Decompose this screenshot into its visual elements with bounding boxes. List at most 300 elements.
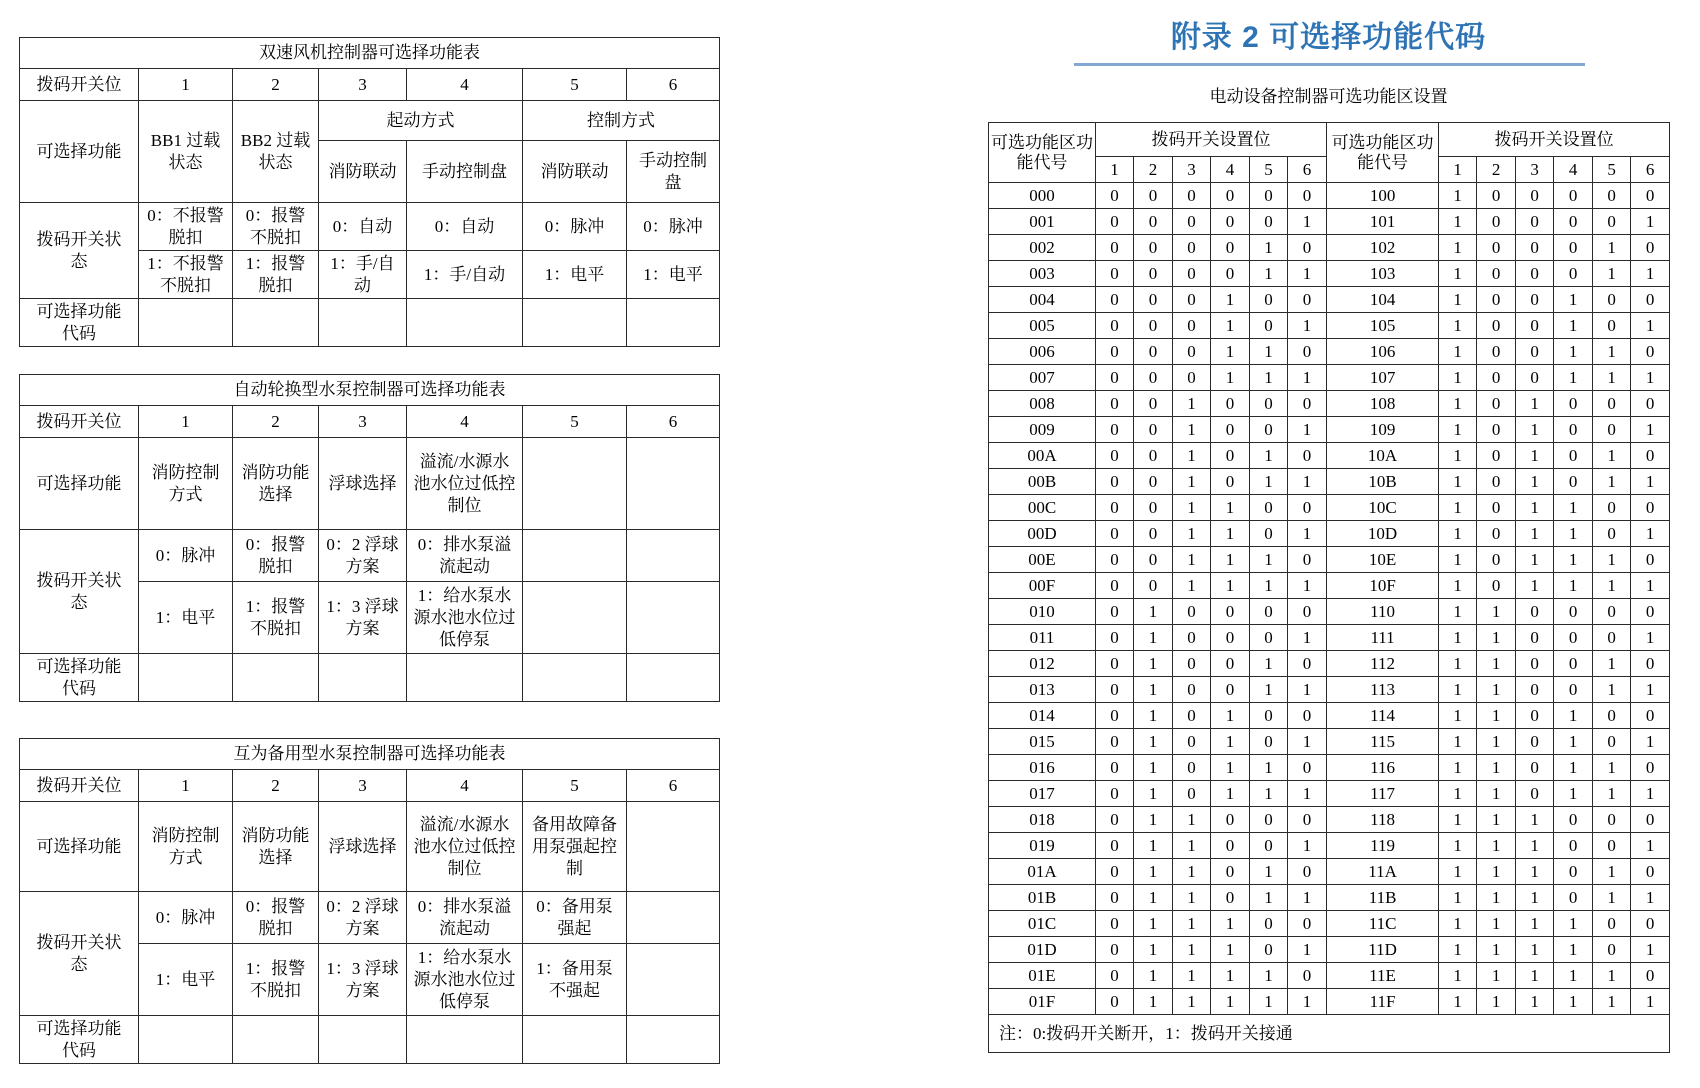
bit-cell: 1 xyxy=(1439,911,1477,937)
code-cell: 019 xyxy=(989,833,1096,859)
bit-cell: 0 xyxy=(1477,417,1516,443)
bit-cell: 0 xyxy=(1593,521,1631,547)
bit-cell: 1 xyxy=(1288,469,1327,495)
bit-cell: 0 xyxy=(1288,911,1327,937)
bit-cell: 1 xyxy=(1593,365,1631,391)
switch-position-row xyxy=(20,406,720,438)
bit-cell: 1 xyxy=(1173,885,1211,911)
bit-cell: 0 xyxy=(1096,833,1134,859)
bit-cell: 0 xyxy=(1516,209,1554,235)
bit-cell: 1 xyxy=(1250,677,1288,703)
bit-cell: 0 xyxy=(1631,599,1670,625)
code-column-header: 可选功能区功能代号 xyxy=(1327,123,1439,183)
bit-cell: 1 xyxy=(1134,755,1173,781)
function-cell: 消防联动 xyxy=(319,141,407,203)
code-cell: 01D xyxy=(989,937,1096,963)
row-label: 拨码开关位 xyxy=(20,770,139,802)
bit-cell: 1 xyxy=(1173,859,1211,885)
bit-cell: 1 xyxy=(1288,365,1327,391)
state-cell: 1：报警不脱扣 xyxy=(233,582,319,654)
switch-position-header: 6 xyxy=(1631,157,1670,183)
bit-cell: 1 xyxy=(1134,937,1173,963)
code-cell: 106 xyxy=(1327,339,1439,365)
function-group-row xyxy=(20,101,720,141)
state-cell: 0：脉冲 xyxy=(139,892,233,944)
function-cell xyxy=(627,438,720,530)
bit-cell: 1 xyxy=(1439,495,1477,521)
bit-cell: 0 xyxy=(1211,209,1250,235)
code-row xyxy=(989,209,1670,235)
code-row xyxy=(20,1016,720,1064)
bit-cell: 0 xyxy=(1096,209,1134,235)
empty-cell xyxy=(627,299,720,347)
empty-cell xyxy=(139,654,233,702)
bit-cell: 0 xyxy=(1250,391,1288,417)
code-cell: 00A xyxy=(989,443,1096,469)
code-row xyxy=(989,599,1670,625)
bit-cell: 1 xyxy=(1250,963,1288,989)
bit-cell: 1 xyxy=(1173,495,1211,521)
bit-cell: 1 xyxy=(1439,885,1477,911)
code-cell: 000 xyxy=(989,183,1096,209)
code-cell: 101 xyxy=(1327,209,1439,235)
bit-cell: 0 xyxy=(1593,729,1631,755)
bit-cell: 1 xyxy=(1288,417,1327,443)
code-cell: 012 xyxy=(989,651,1096,677)
bit-cell: 1 xyxy=(1516,937,1554,963)
function-cell: 备用故障备用泵强起控制 xyxy=(523,802,627,892)
bit-cell: 0 xyxy=(1554,209,1593,235)
bit-cell: 0 xyxy=(1516,365,1554,391)
position-cell: 5 xyxy=(523,69,627,101)
bit-cell: 1 xyxy=(1554,781,1593,807)
bit-cell: 1 xyxy=(1211,729,1250,755)
code-row xyxy=(989,287,1670,313)
bit-cell: 1 xyxy=(1631,313,1670,339)
switch-position-row xyxy=(20,69,720,101)
state-cell: 1：报警不脱扣 xyxy=(233,944,319,1016)
bit-cell: 0 xyxy=(1173,313,1211,339)
bit-cell: 0 xyxy=(1631,495,1670,521)
empty-cell xyxy=(627,654,720,702)
bit-cell: 1 xyxy=(1439,781,1477,807)
code-cell: 015 xyxy=(989,729,1096,755)
row-label: 拨码开关位 xyxy=(20,69,139,101)
function-cell: 浮球选择 xyxy=(319,802,407,892)
function-cell: 手动控制盘 xyxy=(627,141,720,203)
bit-cell: 0 xyxy=(1134,547,1173,573)
code-cell: 109 xyxy=(1327,417,1439,443)
bit-cell: 1 xyxy=(1554,547,1593,573)
bit-cell: 1 xyxy=(1211,339,1250,365)
bit-cell: 1 xyxy=(1134,911,1173,937)
bit-cell: 0 xyxy=(1516,755,1554,781)
bit-cell: 0 xyxy=(1211,651,1250,677)
switch-group-header: 拨码开关设置位 xyxy=(1096,123,1327,157)
bit-cell: 0 xyxy=(1096,807,1134,833)
code-row xyxy=(989,547,1670,573)
state-cell: 0：排水泵溢流起动 xyxy=(407,530,523,582)
state-cell: 1：给水泵水源水池水位过低停泵 xyxy=(407,944,523,1016)
bit-cell: 0 xyxy=(1593,391,1631,417)
code-cell: 006 xyxy=(989,339,1096,365)
bit-cell: 1 xyxy=(1516,833,1554,859)
bit-cell: 1 xyxy=(1211,963,1250,989)
bit-cell: 0 xyxy=(1593,833,1631,859)
code-cell: 016 xyxy=(989,755,1096,781)
bit-cell: 1 xyxy=(1250,547,1288,573)
bit-cell: 1 xyxy=(1250,573,1288,599)
bit-cell: 0 xyxy=(1593,417,1631,443)
bit-cell: 0 xyxy=(1173,729,1211,755)
bit-cell: 1 xyxy=(1288,677,1327,703)
code-cell: 01F xyxy=(989,989,1096,1015)
bit-cell: 0 xyxy=(1631,235,1670,261)
code-column-header: 可选功能区功能代号 xyxy=(989,123,1096,183)
bit-cell: 1 xyxy=(1211,521,1250,547)
code-cell: 110 xyxy=(1327,599,1439,625)
position-cell: 4 xyxy=(407,406,523,438)
bit-cell: 1 xyxy=(1554,989,1593,1015)
bit-cell: 1 xyxy=(1593,235,1631,261)
bit-cell: 0 xyxy=(1250,937,1288,963)
code-cell: 011 xyxy=(989,625,1096,651)
bit-cell: 0 xyxy=(1250,729,1288,755)
function-codes-table xyxy=(988,122,1670,1053)
bit-cell: 0 xyxy=(1250,209,1288,235)
bit-cell: 0 xyxy=(1096,989,1134,1015)
bit-cell: 0 xyxy=(1250,313,1288,339)
bit-cell: 0 xyxy=(1477,547,1516,573)
bit-cell: 0 xyxy=(1096,963,1134,989)
appendix-title: 附录 2 可选择功能代码 xyxy=(1170,21,1487,54)
bit-cell: 0 xyxy=(1134,235,1173,261)
code-cell: 117 xyxy=(1327,781,1439,807)
bit-cell: 1 xyxy=(1211,495,1250,521)
code-row xyxy=(989,417,1670,443)
bit-cell: 0 xyxy=(1593,599,1631,625)
bit-cell: 1 xyxy=(1631,781,1670,807)
bit-cell: 1 xyxy=(1134,885,1173,911)
bit-cell: 0 xyxy=(1173,365,1211,391)
bit-cell: 0 xyxy=(1096,859,1134,885)
code-row xyxy=(989,859,1670,885)
position-cell: 6 xyxy=(627,69,720,101)
bit-cell: 1 xyxy=(1554,937,1593,963)
bit-cell: 1 xyxy=(1516,547,1554,573)
bit-cell: 0 xyxy=(1477,287,1516,313)
switch-group-header: 拨码开关设置位 xyxy=(1439,123,1670,157)
bit-cell: 1 xyxy=(1593,755,1631,781)
switch-position-header: 2 xyxy=(1477,157,1516,183)
code-row xyxy=(989,365,1670,391)
switch-position-header: 1 xyxy=(1096,157,1134,183)
bit-cell: 0 xyxy=(1554,235,1593,261)
bit-cell: 0 xyxy=(1593,937,1631,963)
function-cell: BB1 过载状态 xyxy=(139,101,233,203)
bit-cell: 1 xyxy=(1516,911,1554,937)
bit-cell: 1 xyxy=(1439,989,1477,1015)
code-cell: 002 xyxy=(989,235,1096,261)
bit-cell: 1 xyxy=(1439,677,1477,703)
switch-position-header: 1 xyxy=(1439,157,1477,183)
bit-cell: 0 xyxy=(1554,183,1593,209)
switch-position-header: 3 xyxy=(1516,157,1554,183)
bit-cell: 0 xyxy=(1096,755,1134,781)
bit-cell: 1 xyxy=(1173,807,1211,833)
bit-cell: 0 xyxy=(1288,547,1327,573)
empty-cell xyxy=(319,654,407,702)
bit-cell: 0 xyxy=(1211,391,1250,417)
bit-cell: 0 xyxy=(1477,339,1516,365)
bit-cell: 1 xyxy=(1134,625,1173,651)
switch-position-row xyxy=(20,770,720,802)
switch-position-header: 2 xyxy=(1134,157,1173,183)
bit-cell: 1 xyxy=(1593,859,1631,885)
bit-cell: 0 xyxy=(1288,391,1327,417)
bit-cell: 0 xyxy=(1211,859,1250,885)
bit-cell: 0 xyxy=(1631,807,1670,833)
bit-cell: 0 xyxy=(1631,443,1670,469)
state-cell xyxy=(523,582,627,654)
function-cell: 消防控制方式 xyxy=(139,438,233,530)
bit-cell: 0 xyxy=(1173,651,1211,677)
state-cell: 1：手/自动 xyxy=(407,251,523,299)
state-cell: 0：自动 xyxy=(407,203,523,251)
bit-cell: 0 xyxy=(1477,365,1516,391)
code-cell: 102 xyxy=(1327,235,1439,261)
position-cell: 2 xyxy=(233,406,319,438)
bit-cell: 1 xyxy=(1439,625,1477,651)
table-title: 自动轮换型水泵控制器可选择功能表 xyxy=(20,375,720,406)
bit-cell: 0 xyxy=(1250,521,1288,547)
bit-cell: 0 xyxy=(1134,287,1173,313)
bit-cell: 1 xyxy=(1593,261,1631,287)
bit-cell: 1 xyxy=(1631,677,1670,703)
state-cell: 1：电平 xyxy=(139,944,233,1016)
code-cell: 112 xyxy=(1327,651,1439,677)
state-cell: 0：自动 xyxy=(319,203,407,251)
bit-cell: 1 xyxy=(1439,469,1477,495)
empty-cell xyxy=(523,1016,627,1064)
bit-cell: 0 xyxy=(1096,469,1134,495)
bit-cell: 0 xyxy=(1631,183,1670,209)
bit-cell: 0 xyxy=(1593,807,1631,833)
bit-cell: 0 xyxy=(1096,677,1134,703)
empty-cell xyxy=(319,299,407,347)
bit-cell: 1 xyxy=(1439,937,1477,963)
bit-cell: 0 xyxy=(1631,755,1670,781)
switch-position-header: 4 xyxy=(1554,157,1593,183)
bit-cell: 1 xyxy=(1288,521,1327,547)
position-cell: 3 xyxy=(319,69,407,101)
bit-cell: 0 xyxy=(1211,599,1250,625)
bit-cell: 1 xyxy=(1477,807,1516,833)
state0-row xyxy=(20,530,720,582)
bit-cell: 0 xyxy=(1631,703,1670,729)
bit-cell: 1 xyxy=(1211,911,1250,937)
bit-cell: 0 xyxy=(1096,339,1134,365)
bit-cell: 1 xyxy=(1554,495,1593,521)
bit-cell: 0 xyxy=(1173,677,1211,703)
bit-cell: 0 xyxy=(1173,755,1211,781)
bit-cell: 0 xyxy=(1516,651,1554,677)
bit-cell: 0 xyxy=(1096,573,1134,599)
bit-cell: 1 xyxy=(1631,365,1670,391)
bit-cell: 1 xyxy=(1516,495,1554,521)
bit-cell: 1 xyxy=(1250,469,1288,495)
bit-cell: 0 xyxy=(1554,833,1593,859)
bit-cell: 1 xyxy=(1173,937,1211,963)
bit-cell: 1 xyxy=(1593,781,1631,807)
bit-cell: 1 xyxy=(1288,885,1327,911)
code-cell: 010 xyxy=(989,599,1096,625)
bit-cell: 0 xyxy=(1554,599,1593,625)
code-row xyxy=(989,807,1670,833)
bit-cell: 0 xyxy=(1593,495,1631,521)
bit-cell: 1 xyxy=(1250,651,1288,677)
bit-cell: 0 xyxy=(1631,391,1670,417)
bit-cell: 0 xyxy=(1288,703,1327,729)
function-cell: 消防控制方式 xyxy=(139,802,233,892)
bit-cell: 1 xyxy=(1631,521,1670,547)
bit-cell: 1 xyxy=(1250,885,1288,911)
code-cell: 00D xyxy=(989,521,1096,547)
bit-cell: 1 xyxy=(1439,599,1477,625)
bit-cell: 0 xyxy=(1593,625,1631,651)
code-cell: 00F xyxy=(989,573,1096,599)
bit-cell: 0 xyxy=(1096,703,1134,729)
bit-cell: 0 xyxy=(1593,287,1631,313)
code-cell: 017 xyxy=(989,781,1096,807)
bit-cell: 1 xyxy=(1477,781,1516,807)
bit-cell: 1 xyxy=(1134,963,1173,989)
bit-cell: 0 xyxy=(1134,521,1173,547)
bit-cell: 0 xyxy=(1211,833,1250,859)
bit-cell: 0 xyxy=(1631,339,1670,365)
bit-cell: 0 xyxy=(1288,963,1327,989)
code-cell: 018 xyxy=(989,807,1096,833)
state-cell: 0：脉冲 xyxy=(627,203,720,251)
state-cell: 1：不报警不脱扣 xyxy=(139,251,233,299)
state-cell: 0：报警脱扣 xyxy=(233,892,319,944)
bit-cell: 1 xyxy=(1250,443,1288,469)
row-label: 可选择功能代码 xyxy=(20,1016,139,1064)
row-label: 拨码开关位 xyxy=(20,406,139,438)
bit-cell: 1 xyxy=(1631,209,1670,235)
code-cell: 007 xyxy=(989,365,1096,391)
bit-cell: 0 xyxy=(1096,417,1134,443)
codes-body xyxy=(989,183,1670,1015)
bit-cell: 1 xyxy=(1631,625,1670,651)
note-row xyxy=(989,1015,1670,1053)
bit-cell: 1 xyxy=(1173,833,1211,859)
bit-cell: 1 xyxy=(1173,391,1211,417)
code-row xyxy=(989,495,1670,521)
bit-cell: 0 xyxy=(1516,677,1554,703)
bit-cell: 1 xyxy=(1593,443,1631,469)
code-row xyxy=(989,729,1670,755)
code-cell: 104 xyxy=(1327,287,1439,313)
bit-cell: 1 xyxy=(1516,573,1554,599)
function-cell: BB2 过载状态 xyxy=(233,101,319,203)
bit-cell: 1 xyxy=(1439,547,1477,573)
empty-cell xyxy=(139,1016,233,1064)
state-cell: 1：给水泵水源水池水位过低停泵 xyxy=(407,582,523,654)
bit-cell: 0 xyxy=(1516,625,1554,651)
bit-cell: 1 xyxy=(1288,781,1327,807)
bit-cell: 0 xyxy=(1477,261,1516,287)
switch-position-header: 5 xyxy=(1250,157,1288,183)
position-cell: 1 xyxy=(139,69,233,101)
code-cell: 003 xyxy=(989,261,1096,287)
code-cell: 01C xyxy=(989,911,1096,937)
bit-cell: 1 xyxy=(1288,625,1327,651)
bit-cell: 1 xyxy=(1516,443,1554,469)
bit-cell: 0 xyxy=(1096,521,1134,547)
function-cell: 溢流/水源水池水位过低控制位 xyxy=(407,802,523,892)
code-cell: 014 xyxy=(989,703,1096,729)
code-row xyxy=(989,625,1670,651)
bit-cell: 0 xyxy=(1134,209,1173,235)
bit-cell: 1 xyxy=(1477,885,1516,911)
empty-cell xyxy=(139,299,233,347)
table-title: 互为备用型水泵控制器可选择功能表 xyxy=(20,739,720,770)
bit-cell: 0 xyxy=(1288,339,1327,365)
empty-cell xyxy=(407,299,523,347)
code-row xyxy=(989,833,1670,859)
code-row xyxy=(989,963,1670,989)
function-cell: 消防功能选择 xyxy=(233,802,319,892)
bit-cell: 0 xyxy=(1173,235,1211,261)
bit-cell: 1 xyxy=(1593,963,1631,989)
bit-cell: 1 xyxy=(1439,417,1477,443)
code-cell: 11E xyxy=(1327,963,1439,989)
function-cell: 手动控制盘 xyxy=(407,141,523,203)
bit-cell: 0 xyxy=(1516,703,1554,729)
bit-cell: 1 xyxy=(1134,807,1173,833)
code-row xyxy=(989,677,1670,703)
code-cell: 00C xyxy=(989,495,1096,521)
bit-cell: 1 xyxy=(1134,989,1173,1015)
code-row xyxy=(989,521,1670,547)
position-cell: 6 xyxy=(627,770,720,802)
rotation-pump-table xyxy=(19,374,720,702)
group-header: 控制方式 xyxy=(523,101,720,141)
row-label: 拨码开关状态 xyxy=(20,203,139,299)
bit-cell: 1 xyxy=(1250,235,1288,261)
bit-cell: 0 xyxy=(1477,183,1516,209)
code-cell: 10C xyxy=(1327,495,1439,521)
empty-cell xyxy=(523,654,627,702)
bit-cell: 0 xyxy=(1173,625,1211,651)
code-cell: 11A xyxy=(1327,859,1439,885)
bit-cell: 1 xyxy=(1631,833,1670,859)
bit-cell: 0 xyxy=(1173,209,1211,235)
bit-cell: 1 xyxy=(1477,729,1516,755)
state-cell: 0：排水泵溢流起动 xyxy=(407,892,523,944)
empty-cell xyxy=(233,299,319,347)
position-cell: 3 xyxy=(319,406,407,438)
bit-cell: 0 xyxy=(1250,495,1288,521)
code-row xyxy=(20,654,720,702)
bit-cell: 1 xyxy=(1439,313,1477,339)
bit-cell: 0 xyxy=(1134,183,1173,209)
bit-cell: 0 xyxy=(1516,313,1554,339)
bit-cell: 0 xyxy=(1096,235,1134,261)
bit-cell: 0 xyxy=(1631,963,1670,989)
code-cell: 10E xyxy=(1327,547,1439,573)
